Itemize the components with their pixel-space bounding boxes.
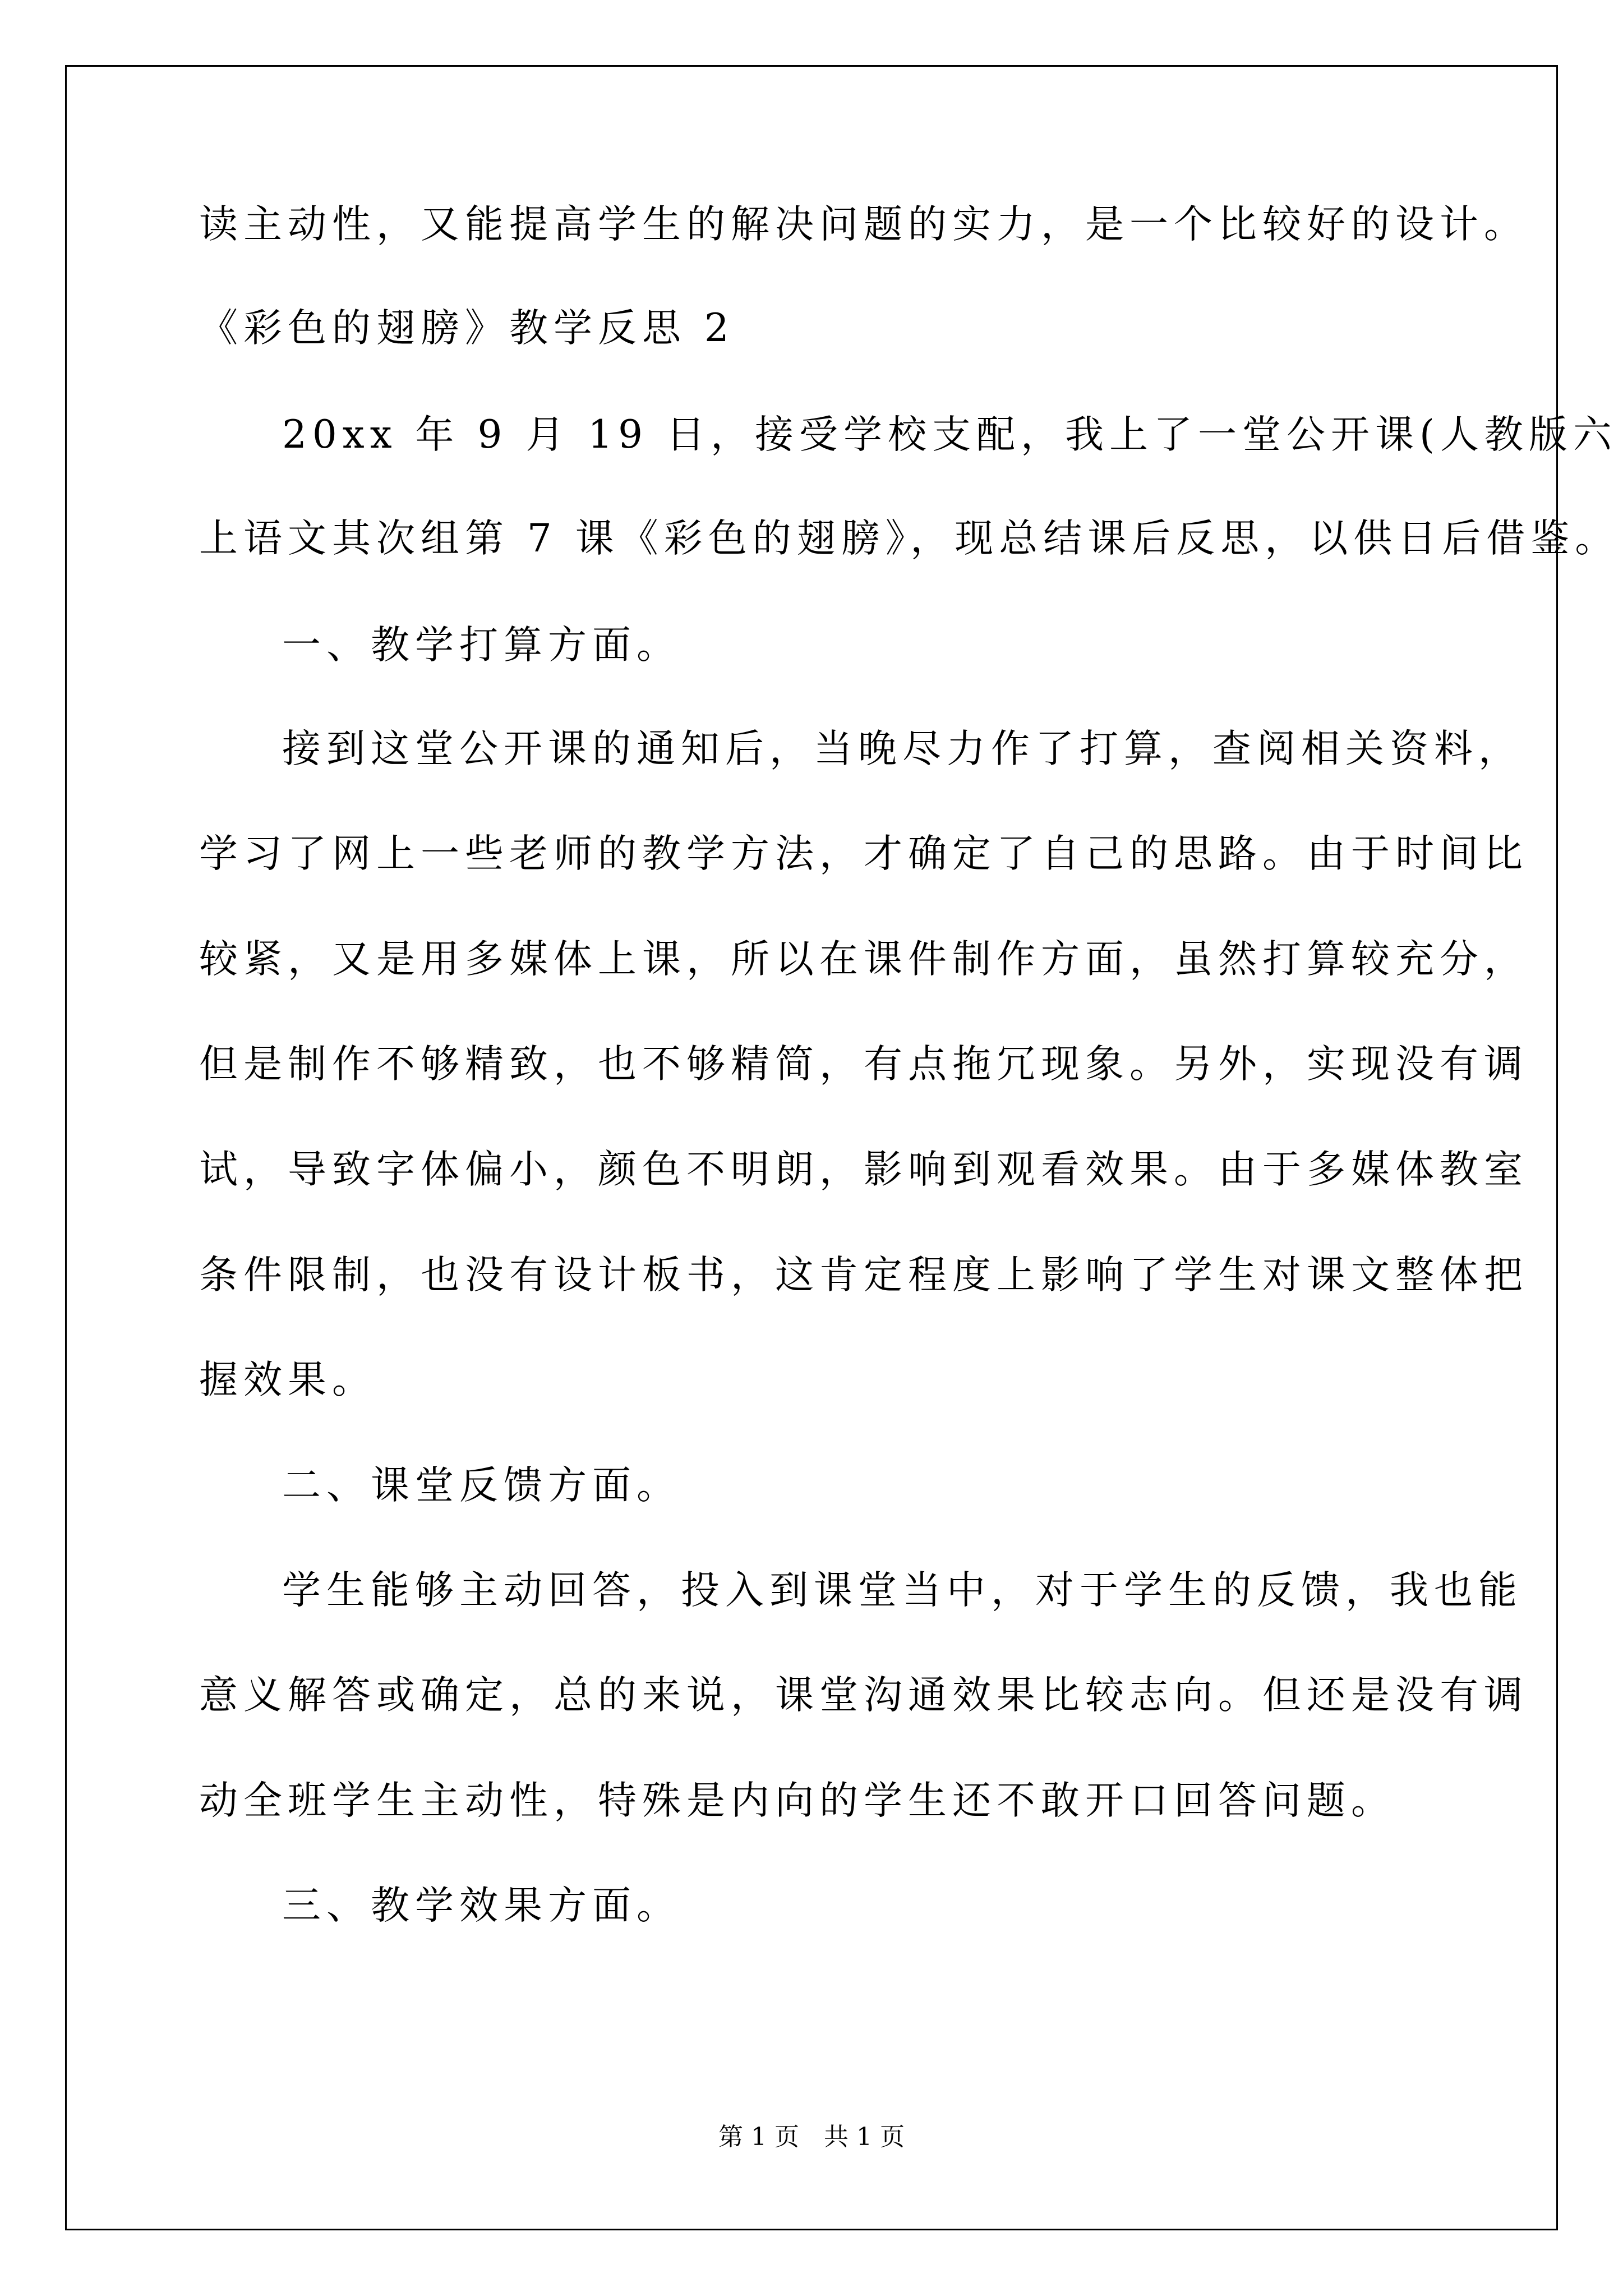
subsection-heading: 三、教学效果方面。 xyxy=(282,1883,681,1928)
paragraph-line: 试，导致字体偏小，颜色不明朗，影响到观看效果。由于多媒体教室 xyxy=(199,1147,1528,1192)
paragraph-line: 接到这堂公开课的通知后，当晚尽力作了打算，查阅相关资料， xyxy=(282,726,1523,771)
paragraph-line: 意义解答或确定，总的来说，课堂沟通效果比较志向。但还是没有调 xyxy=(199,1673,1528,1718)
subsection-heading: 二、课堂反馈方面。 xyxy=(282,1463,681,1508)
paragraph-line: 握效果。 xyxy=(199,1358,376,1402)
paragraph-line: 但是制作不够精致，也不够精简，有点拖冗现象。另外，实现没有调 xyxy=(199,1042,1528,1087)
paragraph-line: 上语文其次组第 7 课《彩色的翅膀》，现总结课后反思，以供日后借鉴。 xyxy=(199,516,1620,561)
paragraph-line: 条件限制，也没有设计板书，这肯定程度上影响了学生对课文整体把 xyxy=(199,1253,1528,1297)
paragraph-line: 读主动性，又能提高学生的解决问题的实力，是一个比较好的设计。 xyxy=(199,202,1528,247)
paragraph-line: 较紧，又是用多媒体上课，所以在课件制作方面，虽然打算较充分， xyxy=(199,937,1528,982)
paragraph-line: 20xx 年 9 月 19 日，接受学校支配，我上了一堂公开课(人教版六 xyxy=(282,412,1617,457)
subsection-heading: 一、教学打算方面。 xyxy=(282,623,681,668)
paragraph-line: 学习了网上一些老师的教学方法，才确定了自己的思路。由于时间比 xyxy=(199,831,1528,876)
paragraph-line: 学生能够主动回答，投入到课堂当中，对于学生的反馈，我也能 xyxy=(282,1568,1523,1613)
section-heading: 《彩色的翅膀》教学反思 2 xyxy=(199,306,735,351)
page-number-footer: 第 1 页 共 1 页 xyxy=(718,2123,905,2151)
paragraph-line: 动全班学生主动性，特殊是内向的学生还不敢开口回答问题。 xyxy=(199,1778,1395,1823)
